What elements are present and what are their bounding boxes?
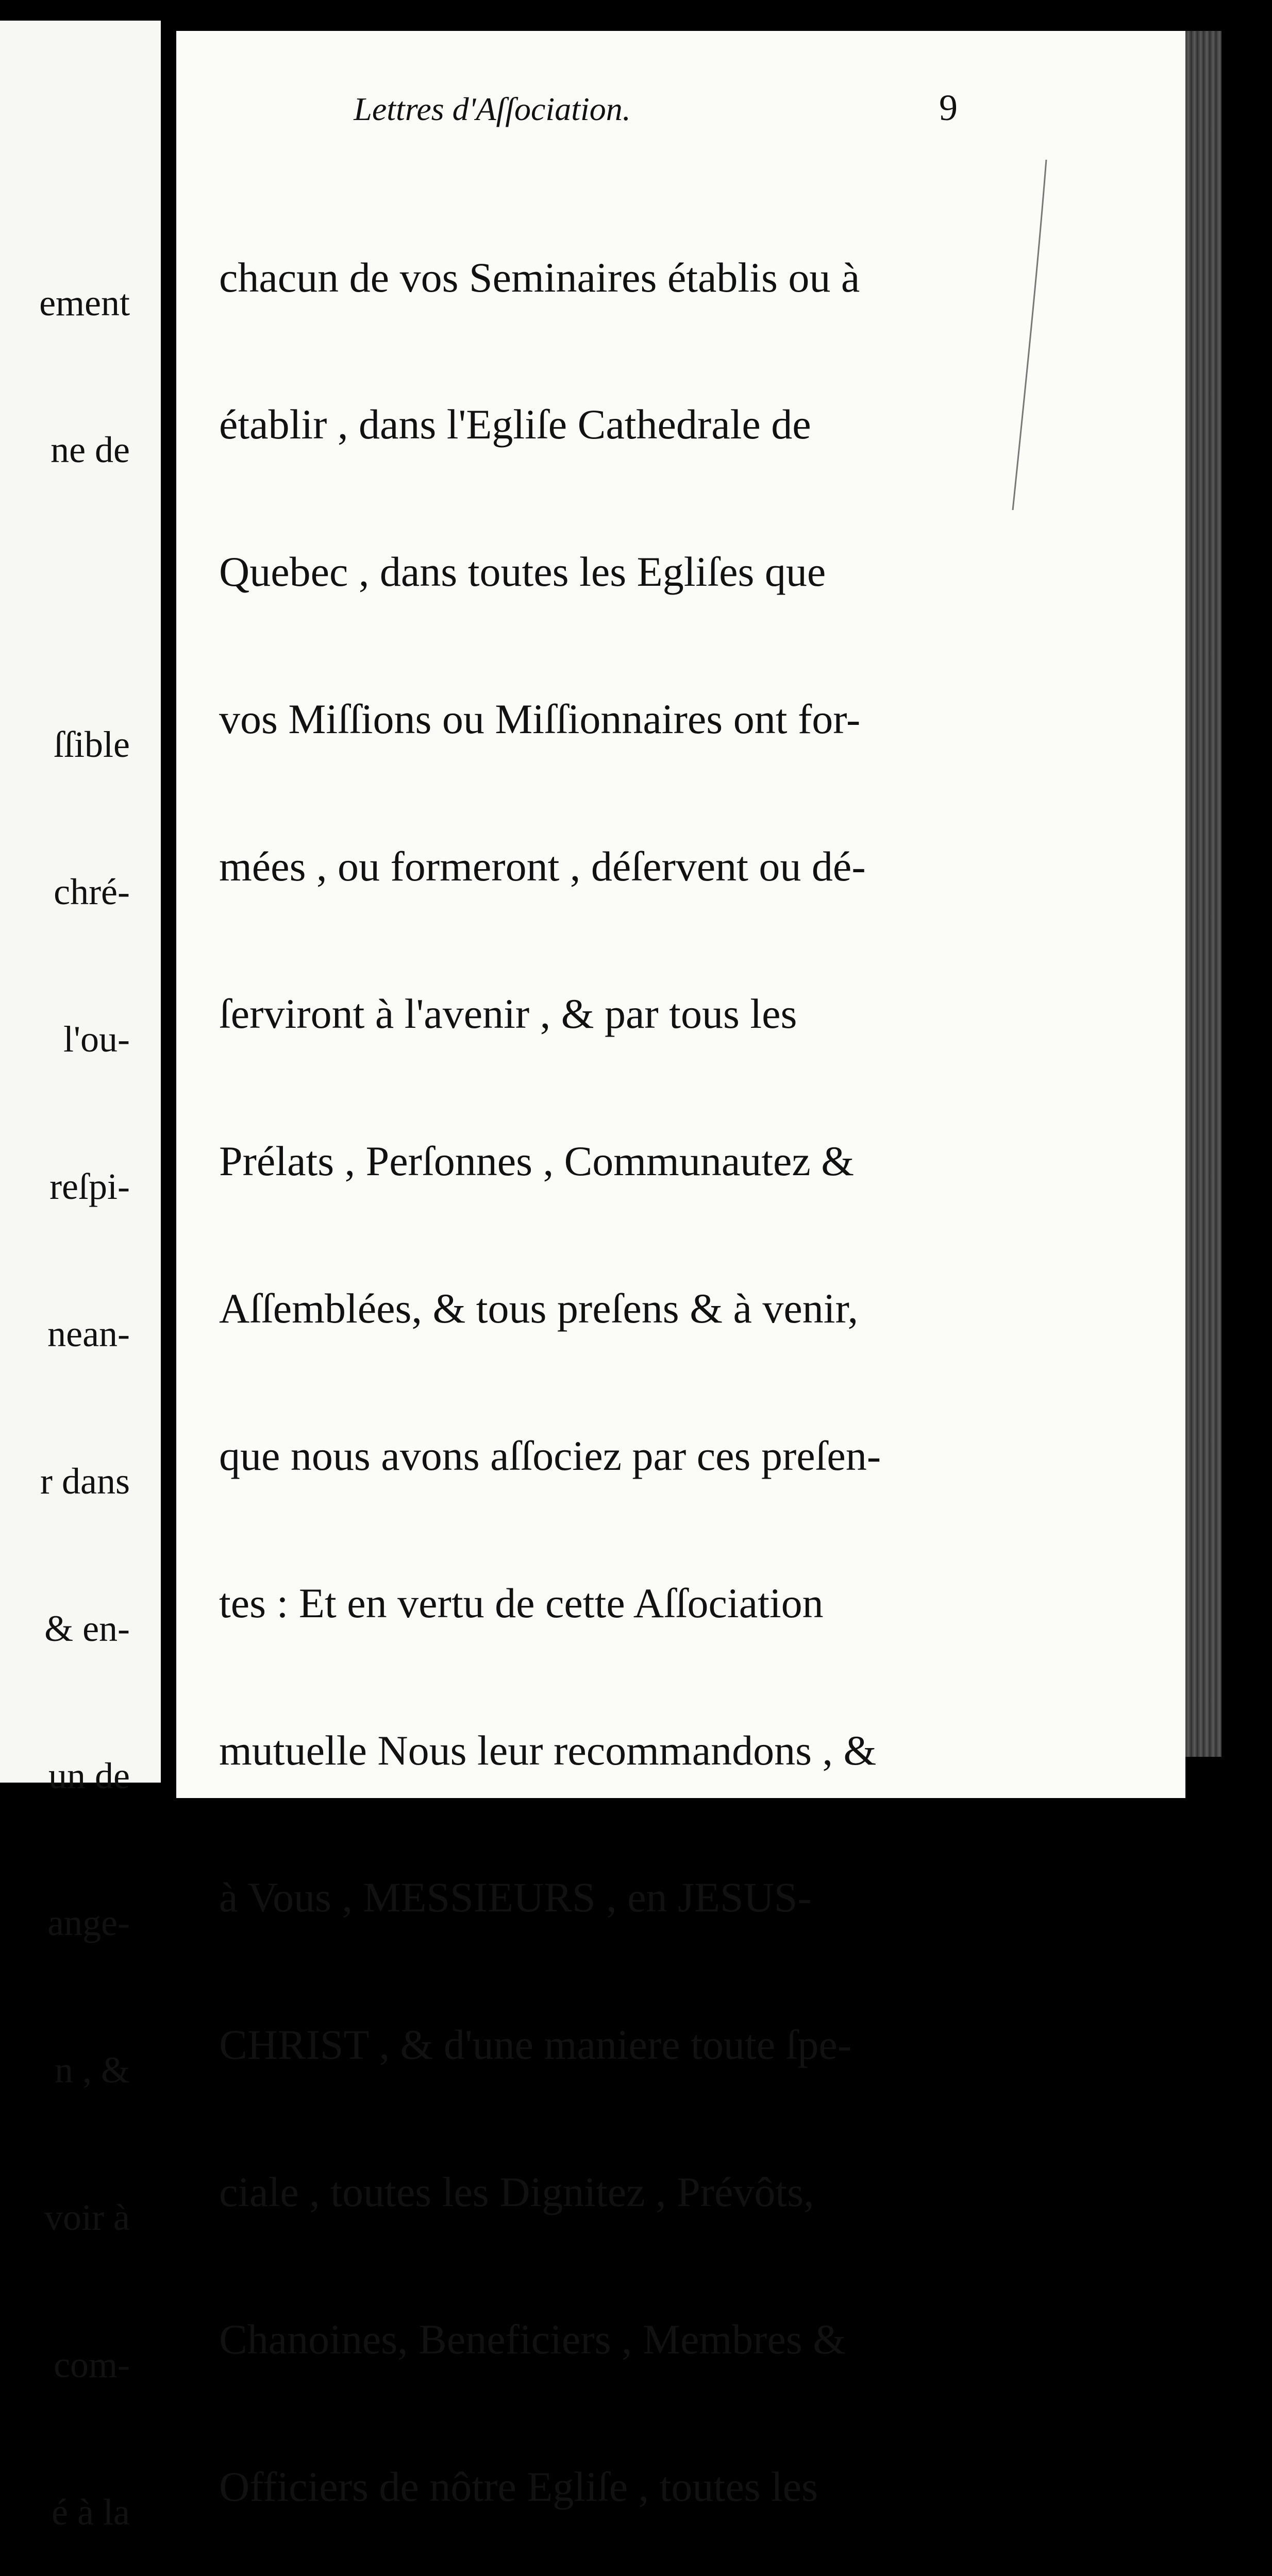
left-line: é à la <box>52 2491 130 2533</box>
book-gutter <box>161 0 176 1814</box>
text-line: mutuelle Nous leur recommandons , & <box>219 1726 877 1774</box>
text-line: tes : Et en vertu de cette Aſſociation <box>219 1579 824 1626</box>
left-line: r dans <box>40 1460 130 1502</box>
left-line: l'ou- <box>63 1019 130 1060</box>
left-line <box>39 573 130 622</box>
text-line: chacun de vos Seminaires établis ou à <box>219 253 860 301</box>
body-text <box>219 155 982 2576</box>
left-line: chré- <box>54 871 130 913</box>
text-line: Quebec , dans toutes les Egliſes que <box>219 548 826 596</box>
text-line: à Vous , MESSIEURS , en JESUS- <box>219 1874 812 1921</box>
text-line: ciale , toutes les Dignitez , Prévôts, <box>219 2168 814 2216</box>
left-page-text <box>39 180 130 2576</box>
left-line: ange- <box>47 1902 130 1944</box>
text-line: que nous avons aſſociez par ces preſen- <box>219 1432 881 1479</box>
page-edge <box>1185 31 1221 1757</box>
text-line: CHRIST , & d'une maniere toute ſpe- <box>219 2021 852 2069</box>
text-line: Chanoines, Beneficiers , Membres & <box>219 2316 846 2363</box>
left-line: voir à <box>44 2197 130 2239</box>
text-line: établir , dans l'Egliſe Cathedrale de <box>219 401 811 448</box>
pencil-mark <box>997 155 1059 515</box>
left-line: un de <box>48 1755 130 1797</box>
left-line: ſſible <box>54 724 130 766</box>
text-line: vos Miſſions ou Miſſionnaires ont for- <box>219 696 861 743</box>
running-head: Lettres d'Aſſociation. <box>354 91 631 127</box>
left-line: & en- <box>44 1607 130 1649</box>
text-line: Officiers de nôtre Egliſe , toutes les <box>219 2463 818 2510</box>
left-line: ne de <box>51 429 130 471</box>
left-line: com- <box>54 2344 130 2386</box>
left-line: n , & <box>54 2049 130 2091</box>
left-line: reſpi- <box>49 1165 130 1207</box>
text-line: ſerviront à l'avenir , & par tous les <box>219 990 797 1038</box>
left-line: ement <box>39 282 130 324</box>
text-line: Aſſemblées, & tous preſens & à venir, <box>219 1284 859 1332</box>
page-number: 9 <box>939 87 958 128</box>
text-line: Prélats , Perſonnes , Communautez & <box>219 1137 855 1184</box>
left-page <box>0 21 161 2533</box>
left-line: nean- <box>47 1313 130 1354</box>
text-line: mées , ou formeront , déſervent ou dé- <box>219 843 866 890</box>
